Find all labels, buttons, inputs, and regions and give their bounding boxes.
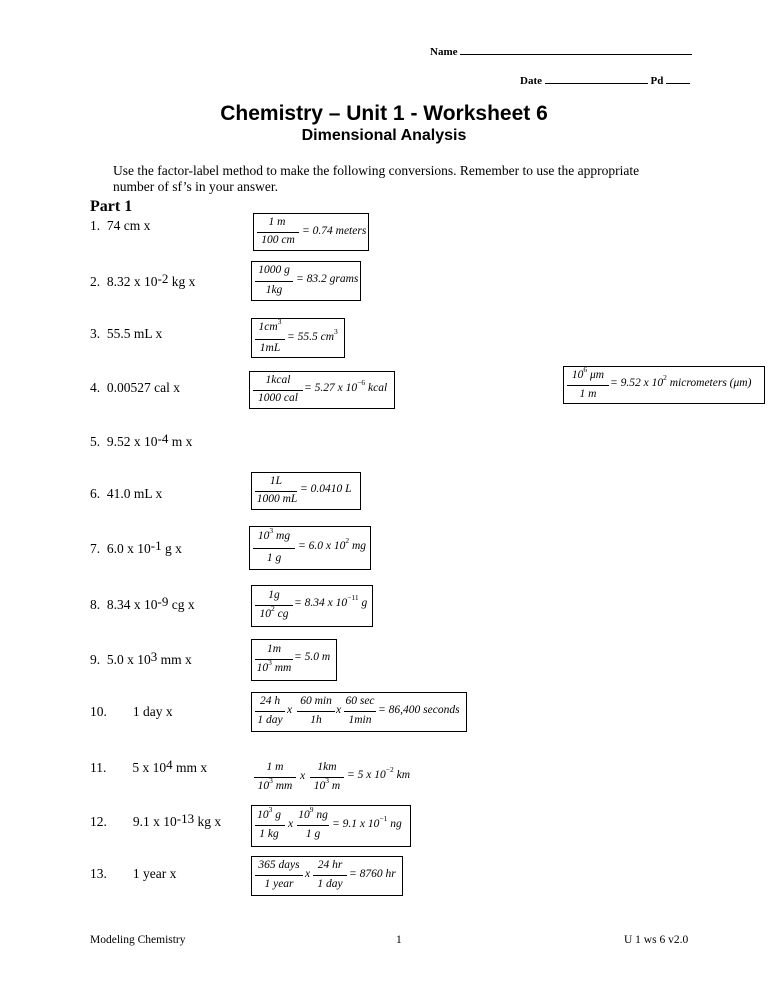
answer-box-12: $10^3$ g 1 kg x $10^9$ ng 1 g = 9.1 x $10^{-1}$ ng [251,805,411,847]
answer-box-3: $1cm^3$ 1mL = 55.5 $cm^3$ [251,318,345,358]
answer-box-13: 365 days 1 year x 24 hr 1 day = 8760 hr [251,856,403,896]
problem-4: 4. 0.00527 cal x [90,380,180,395]
period-label: Pd [650,75,664,87]
problem-7: 7. 6.0 x $10^{-1}$ g x [90,538,182,556]
date-line [545,73,648,84]
problem-6: 6. 41.0 mL x [90,486,163,501]
answer-box-5: $10^6$ μm 1 m = 9.52 x $10^2$ micrometers (μm) [563,366,765,404]
problem-10: 10. 1 day x [90,704,173,719]
problem-13: 13. 1 year x [90,866,177,881]
page-title: Chemistry – Unit 1 - Worksheet 6 [220,102,548,125]
answer-box-10: 24 h 1 day x 60 min 1h x 60 sec 1min = 86,400 seconds [251,692,467,732]
answer-box-4: 1kcal 1000 cal = 5.27 x $10^{-6}$ kcal [249,371,395,409]
problem-11: 11. 5 x $10^4$ mm x [90,757,208,775]
answer-box-1: 1 m 100 cm = 0.74 meters [253,213,369,251]
page-subtitle: Dimensional Analysis [301,127,467,144]
date-period-field [520,73,690,87]
answer-box-2: 1000 g 1kg = 83.2 grams [251,261,361,301]
footer-right: U 1 ws 6 v2.0 [624,934,689,946]
answer-box-6: 1L 1000 mL = 0.0410 L [251,472,361,510]
name-label: Name [430,46,458,58]
problem-9: 9. 5.0 x $10^3$ mm x [90,649,192,667]
problem-12: 12. 9.1 x $10^{-13}$ kg x [90,811,222,829]
answer-box-7: $10^3$ mg 1 g = 6.0 x $10^2$ mg [249,526,371,570]
answer-box-11: 1 m $10^3$ mm x 1km $10^3$ m = 5 x $10^{-2}$ km [251,756,423,800]
problem-5: 5. 9.52 x $10^{-4}$ m x [90,431,193,449]
problem-3: 3. 55.5 mL x [90,326,163,341]
name-line [460,44,692,55]
part-label: Part 1 [90,198,133,215]
problem-1: 1. 74 cm x [90,218,151,233]
problem-2: 2. 8.32 x $10^{-2}$ kg x [90,271,196,289]
period-line [666,73,690,84]
instructions: Use the factor-label method to make the following conversions. Remember to use the appropriate number of sf’s in your answer. [113,163,640,194]
answer-box-9: 1m $10^3$ mm = 5.0 m [251,639,337,681]
footer-left: Modeling Chemistry [90,934,186,946]
date-label: Date [520,75,542,87]
problem-8: 8. 8.34 x $10^{-9}$ cg x [90,594,195,612]
name-field [430,44,692,58]
answer-box-8: 1g $10^2$ cg = 8.34 x $10^{-11}$ g [251,585,373,627]
page-number: 1 [396,934,402,946]
